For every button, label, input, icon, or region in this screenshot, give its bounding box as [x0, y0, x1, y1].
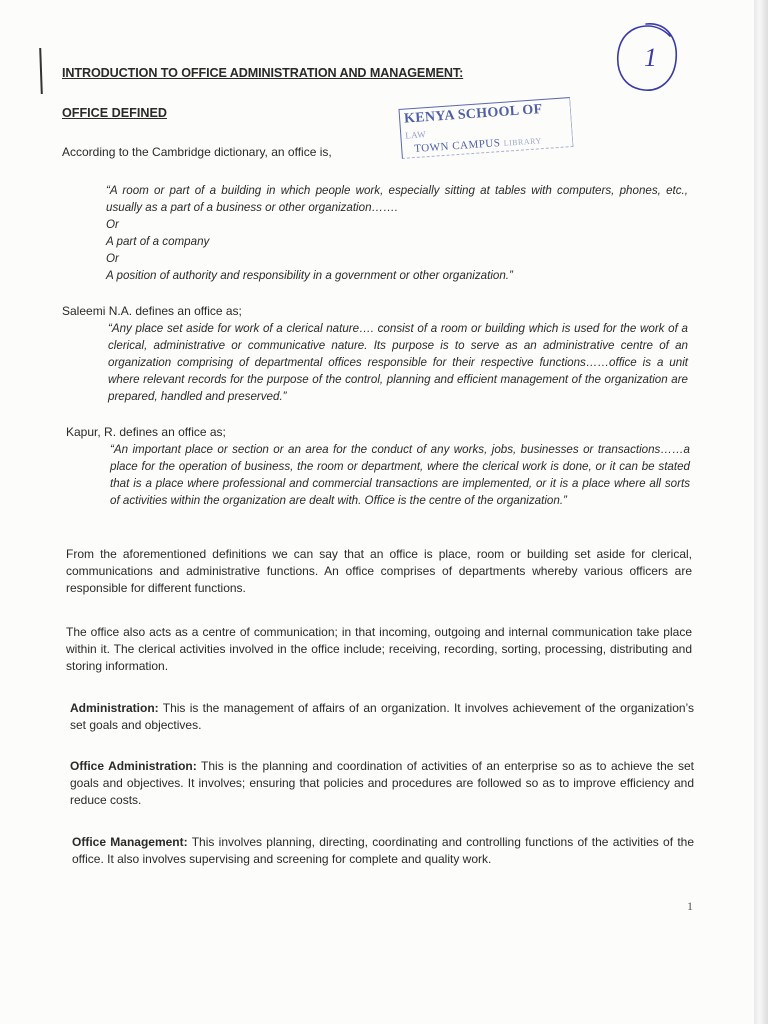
- library-stamp: [398, 97, 573, 159]
- page-stack-edge: [754, 0, 768, 1024]
- administration-definition: [70, 700, 694, 734]
- communication-paragraph: The office also acts as a centre of communication; in that incoming, outgoing and internal communication take place within it. The clerical activities involved in the office include; receiving, recording, sorting, processing, distributing and storing information.: [66, 625, 692, 673]
- kapur-quote: “An important place or section or an area for the conduct of any works, jobs, businesses or transactions……a place for the operation of business, the room or department, where the clerical work is done, or it can be stated that is a place where professional and commercial transactions are implemented, or it is a place where all sorts of activities within the organization are dealt with. Office is the centre of the organization.”: [110, 443, 690, 507]
- term-label: Office Management:: [72, 835, 188, 849]
- quote-line: “A room or part of a building in which people work, especially sitting at tables with computers, phones, etc., usually as a part of a business or other organization…….: [106, 184, 688, 214]
- term-text: This is the planning and coordination of activities of an enterprise so as to achieve the set goals and objectives. It involves; ensuring that policies and procedures are followed so as to improve efficiency and reduce costs.: [70, 759, 694, 807]
- term-label: Office Administration:: [70, 759, 197, 773]
- term-text: This is the management of affairs of an organization. It involves achievement of the organization’s set goals and objectives.: [70, 701, 694, 732]
- term-label: Administration:: [70, 701, 159, 715]
- margin-pen-mark: [39, 48, 43, 94]
- handwritten-circle-mark: [612, 18, 680, 96]
- cambridge-quote: [106, 182, 688, 284]
- saleemi-intro: Saleemi N.A. defines an office as;: [62, 304, 242, 318]
- intro-line: According to the Cambridge dictionary, an office is,: [62, 145, 332, 159]
- quote-line: A part of a company: [106, 235, 210, 248]
- page-number: 1: [687, 899, 693, 913]
- stamp-line-1: KENYA SCHOOL OF: [403, 102, 543, 127]
- section-heading: OFFICE DEFINED: [62, 106, 167, 120]
- quote-line: A position of authority and responsibility in a government or other organization.”: [106, 269, 513, 282]
- summary-paragraph: From the aforementioned definitions we can say that an office is place, room or building set aside for clerical, communications and administrative functions. An office comprises of departments whereby various officers are responsible for different functions.: [66, 547, 692, 595]
- quote-line: Or: [106, 252, 119, 265]
- stamp-line-2: TOWN CAMPUS: [413, 137, 501, 156]
- kapur-intro: Kapur, R. defines an office as;: [66, 425, 226, 439]
- quote-line: Or: [106, 218, 119, 231]
- office-administration-definition: [70, 758, 694, 809]
- document-title: INTRODUCTION TO OFFICE ADMINISTRATION AND MANAGEMENT:: [62, 66, 464, 80]
- term-text: This involves planning, directing, coordinating and controlling functions of the activities of the office. It also involves supervising and screening for complete and quality work.: [72, 835, 694, 866]
- handwritten-page-number: 1: [644, 43, 657, 72]
- saleemi-quote: “Any place set aside for work of a clerical nature…. consist of a room or building which is used for the work of a clerical, administrative or communicative nature. Its purpose is to serve as an administrative centre of an organization comprising of departmental offices responsible for their respective functions……office is a unit where relevant records for the purpose of the control, planning and efficient management of the organization are prepared, handled and preserved.”: [108, 322, 688, 403]
- stamp-line-2-faint: LIBRARY: [503, 136, 543, 148]
- office-management-definition: [72, 834, 694, 868]
- stamp-line-1-faint: LAW: [404, 129, 427, 141]
